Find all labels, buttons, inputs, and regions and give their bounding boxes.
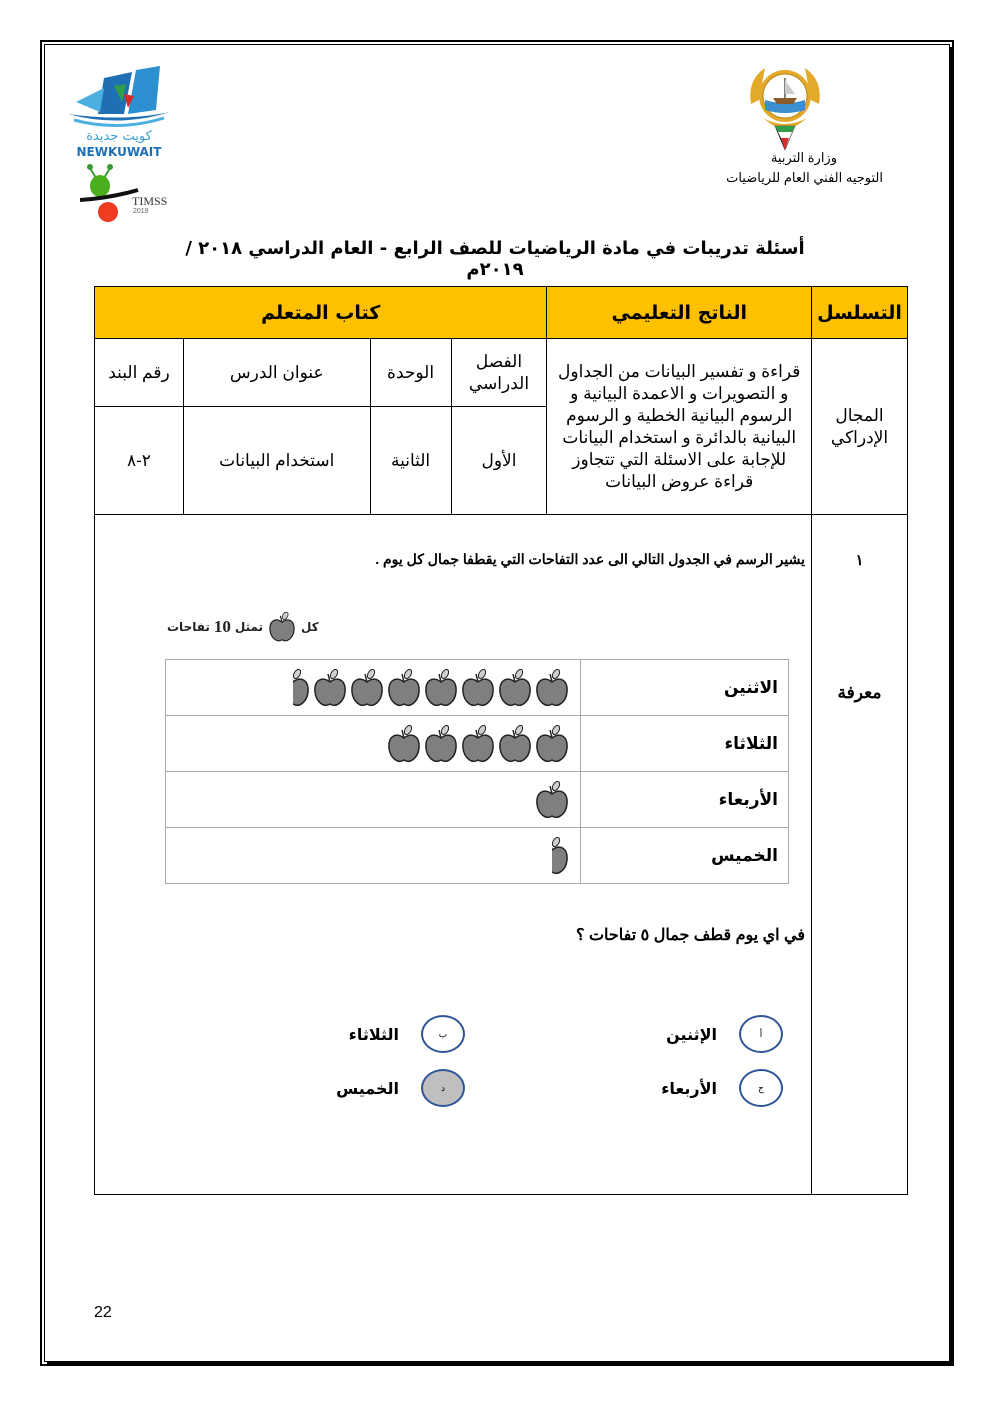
apple-icon — [386, 724, 422, 764]
pictograph-row — [166, 828, 789, 884]
option-b[interactable] — [349, 1015, 465, 1053]
day-label: الثلاثاء — [581, 716, 789, 772]
semester-value: الأول — [451, 407, 547, 515]
option-c-label: الأربعاء — [661, 1078, 718, 1098]
apple-icon — [423, 668, 459, 708]
question-domain: معرفة — [837, 683, 882, 702]
apple-icon — [534, 724, 570, 764]
half-apple-icon — [293, 668, 311, 708]
apple-icon — [267, 611, 297, 643]
question-content — [95, 515, 812, 1195]
option-c-radio[interactable]: ج — [739, 1069, 783, 1107]
department-name: التوجيه الفني العام للرياضيات — [726, 170, 883, 185]
svg-text:NEWKUWAIT: NEWKUWAIT — [76, 145, 162, 159]
document-title: أسئلة تدريبات في مادة الرياضيات للصف الرابع - العام الدراسي ٢٠١٨ / ٢٠١٩م — [185, 238, 805, 280]
apple-icon — [497, 668, 533, 708]
pictograph-table — [165, 659, 789, 884]
apple-icon — [460, 668, 496, 708]
pictograph-row — [166, 772, 789, 828]
key-suffix: تفاحات — [167, 620, 210, 634]
option-a-radio[interactable]: أ — [739, 1015, 783, 1053]
apple-icon — [312, 668, 348, 708]
option-a[interactable] — [666, 1015, 783, 1053]
unit-value: الثانية — [370, 407, 451, 515]
apple-cell — [166, 660, 581, 716]
header-learning-outcome: الناتج التعليمي — [547, 287, 812, 339]
unit-label: الوحدة — [370, 339, 451, 407]
apple-icon — [423, 724, 459, 764]
question-sequence-cell — [812, 515, 908, 1195]
apple-icon — [386, 668, 422, 708]
svg-text:كويت جديدة: كويت جديدة — [86, 129, 152, 144]
ministry-header — [726, 148, 883, 188]
day-label: الأربعاء — [581, 772, 789, 828]
option-a-label: الإثنين — [666, 1024, 718, 1044]
header-sequence: التسلسل — [812, 287, 908, 339]
option-d-label: الخميس — [336, 1078, 400, 1098]
day-label: الاثنين — [581, 660, 789, 716]
apple-cell — [166, 716, 581, 772]
lesson-label: عنوان الدرس — [183, 339, 370, 407]
ministry-name: وزارة التربية — [770, 150, 837, 165]
key-value: 10 — [213, 617, 231, 636]
pictograph-row — [166, 660, 789, 716]
kuwait-emblem — [745, 60, 825, 152]
apple-cell — [166, 828, 581, 884]
day-label: الخميس — [581, 828, 789, 884]
pictograph-key — [167, 611, 319, 643]
question-number: ١ — [855, 552, 864, 569]
apple-icon — [460, 724, 496, 764]
apple-icon — [349, 668, 385, 708]
option-d[interactable] — [336, 1069, 465, 1107]
key-prefix: كل — [301, 620, 319, 634]
half-apple-icon — [552, 836, 570, 876]
new-kuwait-logo — [64, 66, 174, 160]
timss-year: 2019 — [133, 208, 149, 215]
apple-icon — [534, 668, 570, 708]
page-number: 22 — [94, 1304, 112, 1321]
lesson-value: استخدام البيانات — [183, 407, 370, 515]
header-student-book: كتاب المتعلم — [95, 287, 547, 339]
semester-label: الفصل الدراسي — [451, 339, 547, 407]
apple-cell — [166, 772, 581, 828]
item-label: رقم البند — [95, 339, 184, 407]
apple-icon — [497, 724, 533, 764]
question-stem: يشير الرسم في الجدول التالي الى عدد التفاحات التي يقطفا جمال كل يوم . — [375, 551, 806, 567]
timss-logo — [80, 162, 180, 224]
item-value: ٢-٨ — [95, 407, 184, 515]
cognitive-domain: المجال الإدراكي — [812, 339, 908, 515]
learning-outcome-text: قراءة و تفسير البيانات من الجداول و التصويرات و الاعمدة البيانية و الرسوم البيانية الخطية و الرسوم البيانية بالدائرة و استخدام البيانات للإجابة على الاسئلة التي تتجاوز قراءة عروض البيانات — [547, 339, 812, 515]
option-c[interactable] — [661, 1069, 783, 1107]
question-table — [94, 286, 908, 1195]
apple-icon — [534, 780, 570, 820]
timss-label: TIMSS — [132, 194, 168, 208]
option-b-label: الثلاثاء — [348, 1024, 400, 1044]
question-prompt: في اي يوم قطف جمال ٥ تفاحات ؟ — [576, 927, 806, 944]
pictograph-row — [166, 716, 789, 772]
key-middle: تمثل — [234, 620, 264, 634]
option-d-radio[interactable]: د — [421, 1069, 465, 1107]
option-b-radio[interactable]: ب — [421, 1015, 465, 1053]
